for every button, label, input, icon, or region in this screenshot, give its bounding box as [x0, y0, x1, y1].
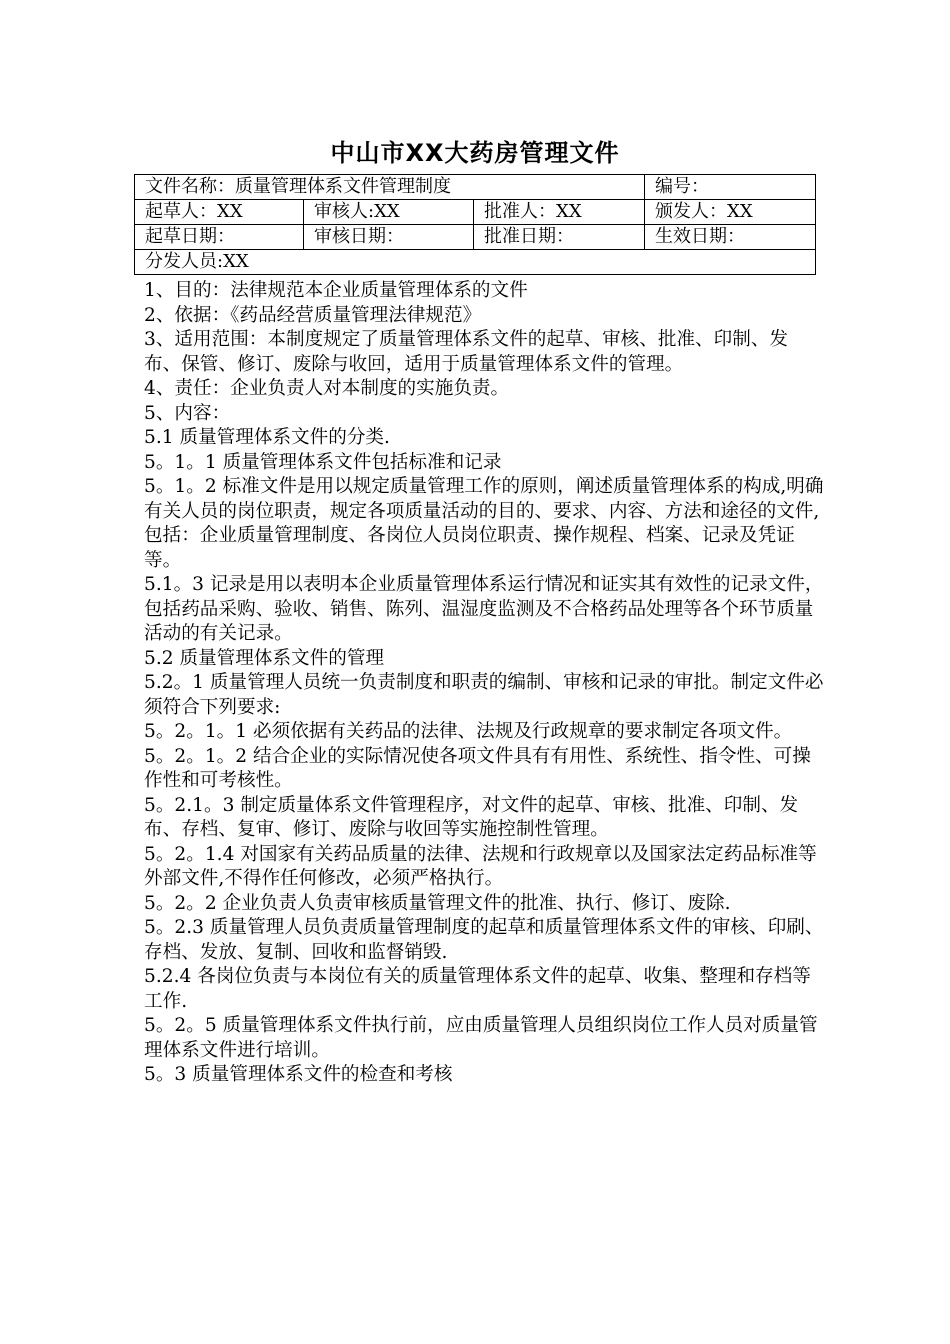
paragraph: 5.1。3 记录是用以表明本企业质量管理体系运行情况和证实其有效性的记录文件，包括药品采购、验收、销售、陈列、温湿度监测及不合格药品处理等各个环节质量活动的有关记录。 [144, 574, 824, 644]
number-cell: 编号： [645, 175, 816, 200]
approver-cell: 批准人：XX [474, 200, 645, 225]
paragraph: 3、适用范围：本制度规定了质量管理体系文件的起草、审核、批准、印制、发布、保管、修订、废除与收回，适用于质量管理体系文件的管理。 [144, 329, 789, 375]
paragraph: 5。2。1。2 结合企业的实际情况使各项文件具有有用性、系统性、指令性、可操作性和可考核性。 [144, 745, 811, 791]
paragraph: 2、依据：《药品经营质量管理法律规范》 [144, 304, 482, 326]
approve-date-cell: 批准日期： [474, 225, 645, 250]
paragraph: 5、内容： [144, 402, 231, 424]
table-row [135, 200, 816, 225]
issuer-cell: 颁发人：XX [645, 200, 816, 225]
paragraph: 5。2。2 企业负责人负责审核质量管理文件的批准、执行、修订、废除. [144, 892, 731, 914]
paragraph: 5。1。2 标准文件是用以规定质量管理工作的原则，阐述质量管理体系的构成,明确有关人员的岗位职责，规定各项质量活动的目的、要求、内容、方法和途径的文件,包括：企业质量管理制度、各岗位人员岗位职责、操作规程、档案、记录及凭证等。 [144, 476, 824, 571]
paragraph: 1、目的：法律规范本企业质量管理体系的文件 [144, 280, 528, 301]
document-body [144, 279, 824, 1088]
paragraph: 5.2 质量管理体系文件的管理 [144, 647, 385, 669]
distribution-cell: 分发人员:XX [135, 250, 816, 275]
document-title: 中山市XX大药房管理文件 [330, 139, 620, 167]
paragraph: 5.1 质量管理体系文件的分类. [144, 427, 390, 448]
reviewer-cell: 审核人:XX [304, 200, 474, 225]
paragraph: 5.2.4 各岗位负责与本岗位有关的质量管理体系文件的起草、收集、整理和存档等工作. [144, 966, 811, 1012]
paragraph: 5。2.1。3 制定质量体系文件管理程序，对文件的起草、审核、批准、印制、发布、存档、复审、修订、废除与收回等实施控制性管理。 [144, 794, 799, 840]
paragraph: 5。1。1 质量管理体系文件包括标准和记录 [144, 451, 502, 473]
effective-date-cell: 生效日期： [645, 225, 816, 250]
document-info-table [134, 174, 816, 275]
paragraph: 5.2。1 质量管理人员统一负责制度和职责的编制、审核和记录的审批。制定文件必须符合下列要求: [144, 672, 824, 718]
paragraph: 5。3 质量管理体系文件的检查和考核 [144, 1064, 453, 1085]
draft-date-cell: 起草日期： [135, 225, 304, 250]
paragraph: 4、责任：企业负责人对本制度的实施负责。 [144, 378, 510, 399]
table-row [135, 225, 816, 250]
paragraph: 5。2。1。1 必须依据有关药品的法律、法规及行政规章的要求制定各项文件。 [144, 721, 793, 742]
drafter-cell: 起草人：XX [135, 200, 304, 225]
paragraph: 5。2。1.4 对国家有关药品质量的法律、法规和行政规章以及国家法定药品标准等外部文件,不得作任何修改，必须严格执行。 [144, 843, 817, 889]
file-name-cell: 文件名称：质量管理体系文件管理制度 [135, 175, 645, 200]
paragraph: 5。2.3 质量管理人员负责质量管理制度的起草和质量管理体系文件的审核、印刷、存档、发放、复制、回收和监督销毁. [144, 917, 824, 963]
paragraph: 5。2。5 质量管理体系文件执行前，应由质量管理人员组织岗位工作人员对质量管理体系文件进行培训。 [144, 1015, 818, 1061]
review-date-cell: 审核日期： [304, 225, 474, 250]
table-row [135, 175, 816, 200]
table-row [135, 250, 816, 275]
